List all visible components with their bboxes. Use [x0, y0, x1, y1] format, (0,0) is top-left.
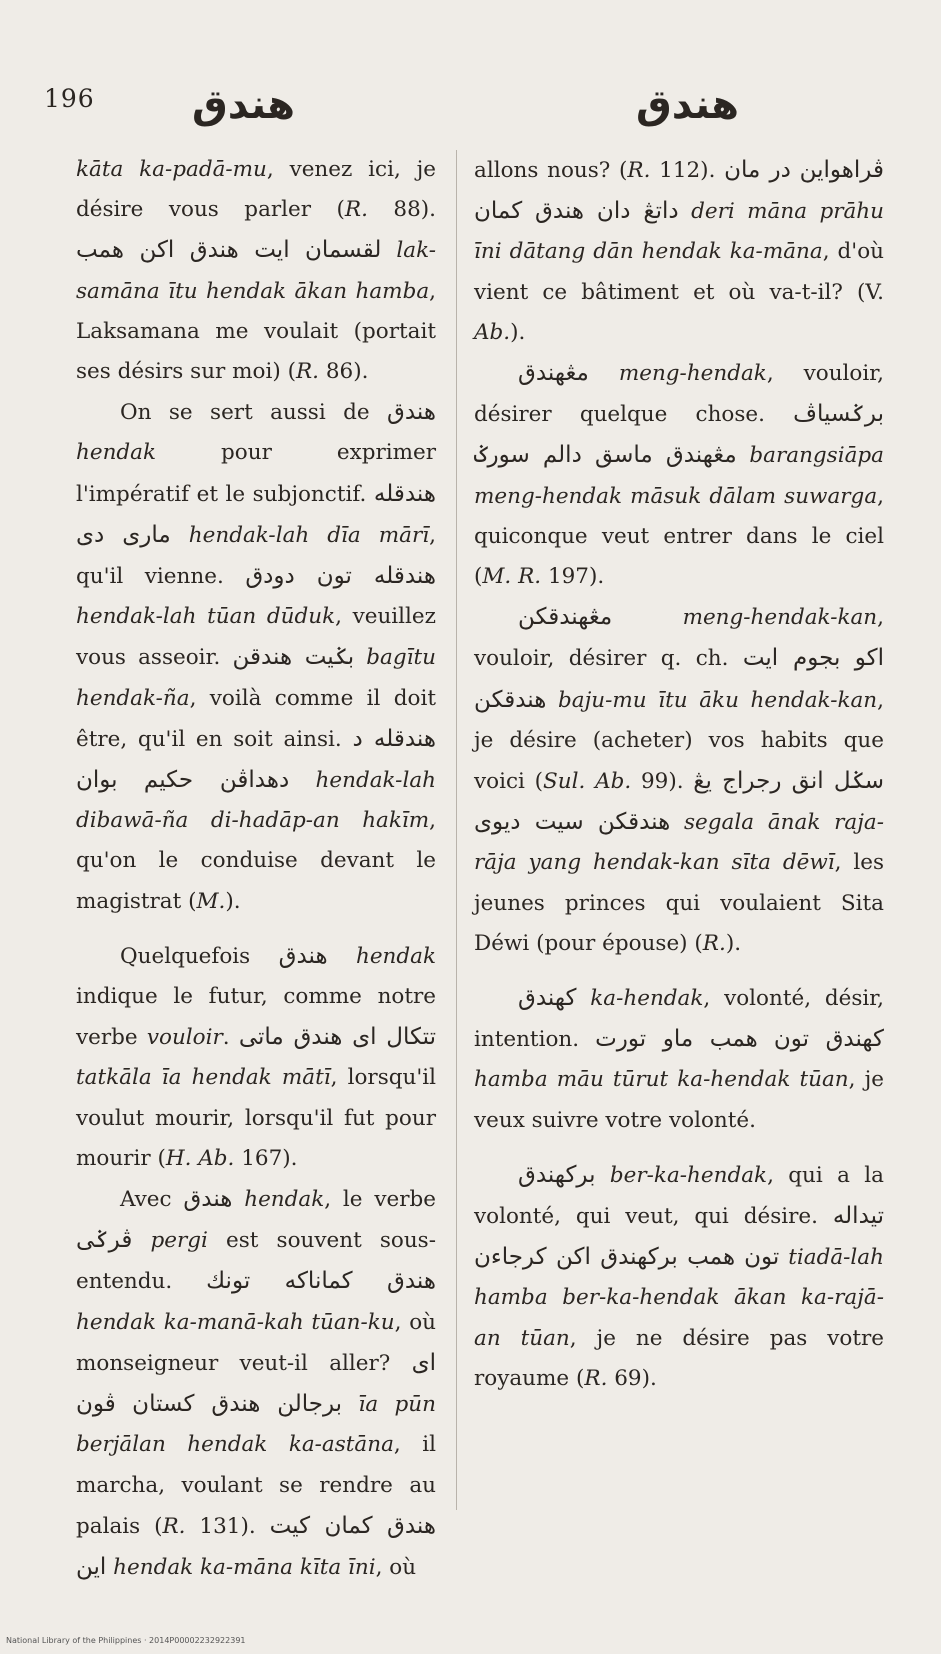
entry-paragraph: allons nous? (R. 112). در مان ڤراهواين داتڠ دان هندق كمان deri māna prāhu īni dātang dān hendak ka-māna, d'où vient ce bâtiment et où va-t-il? (V. Ab.). — [474, 157, 884, 345]
running-head-right: هندق — [636, 82, 739, 128]
entry-paragraph: بركهندق ber-ka-hendak, qui a la volonté, qui veut, qui désire. تيداله همب بركهندق اكن كرجاءن تون tiadā-lah hamba ber-ka-hendak ākan ka-rajā-an tūan, je ne désire pas votre royaume (R. 69). — [474, 1161, 884, 1391]
entry-paragraph: مڠهندق meng-hendak, vouloir, désirer quelque chose. برݢسياڤ مڠهندق ماسق دالم سورݢ barangsiāpa meng-hendak māsuk dālam suwarga, quiconque veut entrer dans le ciel (M. R. 197). — [474, 360, 884, 590]
running-head-left: هندق — [192, 82, 295, 128]
left-column — [76, 150, 436, 1588]
entry-paragraph: مڠهندقكن meng-hendak-kan, vouloir, désirer q. ch. بجوم ايت اكو هندقكن baju-mu ītu āku hendak-kan, je désire (acheter) vos habits que voici (Sul. Ab. 99). سݢل انق رجراج يڠ هندقكن سيت ديوى segala ānak raja-rāja yang hendak-kan sīta dēwī, les jeunes princes qui voulaient Sita Déwi (pour épouse) (R.). — [474, 604, 885, 956]
entry-paragraph: kāta ka-padā-mu, venez ici, je désire vous parler (R. 88). لقسمان ايت هندق اكن همب lak-samāna ītu hendak ākan hamba, Laksamana me voulait (portait ses désirs sur moi) (R. 86). — [76, 157, 436, 385]
page-number: 196 — [44, 84, 95, 113]
entry-paragraph: كهندق ka-hendak, volonté, désir, intention. همب ماو تورت كهندق تون hamba māu tūrut ka-hendak tūan, je veux suivre votre volonté. — [474, 985, 884, 1133]
entry-paragraph: Quelquefois هندق hendak indique le futur, comme notre verbe vouloir. تتكال اى هندق ماتى tatkāla īa hendak mātī, lorsqu'il voulut mourir, lorsqu'il fut pour mourir (H. Ab. 167). — [76, 942, 436, 1171]
scan-footer: National Library of the Philippines · 2014P00002232922391 — [6, 1636, 246, 1645]
right-column — [474, 150, 884, 1399]
entry-paragraph: On se sert aussi de هندق hendak pour exprimer l'impératif et le subjonctif. هندقله دى ماری hendak-lah dīa mārī, qu'il vienne. هندقله تون دودق hendak-lah tūan dūduk, veuillez vous asseoir. بݢيت هندقن bagītu hendak-ña, voilà comme il doit être, qu'il en soit ainsi. هندقله د بوان دهداڤن حكيم hendak-lah dibawā-ña di-hadāp-an hakīm, qu'on le conduise devant le magistrat (M.). — [76, 399, 436, 914]
entry-paragraph: Avec هندق hendak, le verbe ڤرݢى pergi est souvent sous-entendu. هندق كماناكه تونك hendak ka-manā-kah tūan-ku, où monseigneur veut-il aller? اى ڤون برجالن هندق كستان īa pūn berjālan hendak ka-astāna, il marcha, voulant se rendre au palais (R. 131). هندق كمان كيت اين hendak ka-māna kīta īni, où — [76, 1186, 437, 1580]
column-divider — [456, 150, 457, 1510]
